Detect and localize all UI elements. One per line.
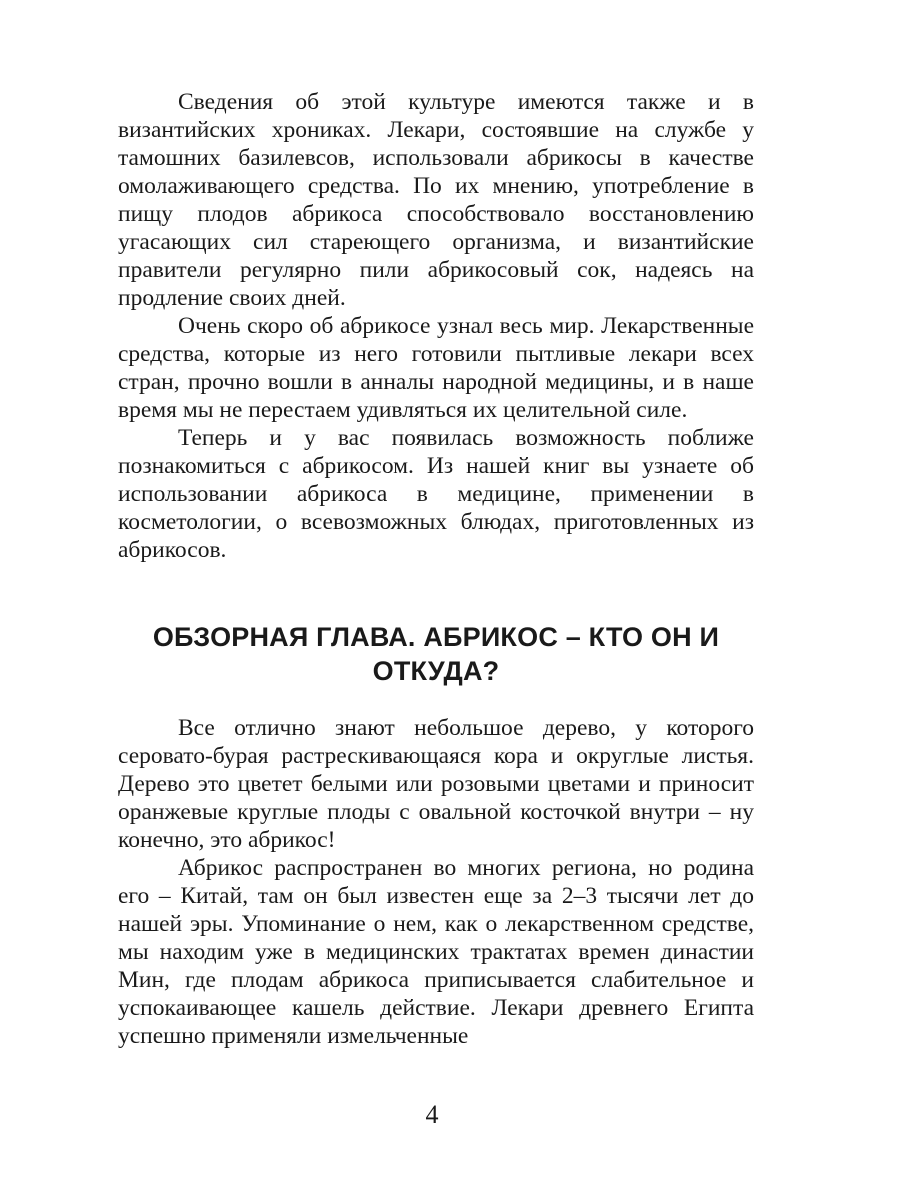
paragraph: Сведения об этой культуре имеются также и в византийских хрониках. Лекари, состоявшие на службе у тамошних базилевсов, использовали абрикосы в качестве омолаживающего средства. По их мнению, употребление в пищу плодов абрикоса способствовало восстановлению угасающих сил стареющего организма, и византийские правители регулярно пили абрикосовый сок, надеясь на продление своих дней. [118,89,754,311]
paragraph: Очень скоро об абрикосе узнал весь мир. Лекарственные средства, которые из него готовили пытливые лекари всех стран, прочно вошли в анналы народной медицины, и в наше время мы не перестаем удивляться их целительной силе. [118,313,754,423]
paragraph: Абрикос распространен во многих региона, но родина его – Китай, там он был известен еще за 2–3 тысячи лет до нашей эры. Упоминание о нем, как о лекарственном средстве, мы находим уже в медицинских трактатах времен династии Мин, где плодам абрикоса приписывается слабительное и успокаивающее кашель действие. Лекари древнего Египта успешно применяли измельченные [118,855,754,1049]
paragraph: Теперь и у вас появилась возможность поближе познакомиться с абрикосом. Из нашей книг вы узнаете об использовании абрикоса в медицине, применении в косметологии, о всевозможных блюдах, приготовленных из абрикосов. [118,425,754,563]
paragraph: Все отлично знают небольшое дерево, у которого серовато-бурая растрескивающаяся кора и округлые листья. Дерево это цветет белыми или розовыми цветами и приносит оранжевые круглые плоды с овальной косточкой внутри – ну конечно, это абрикос! [118,715,754,853]
chapter-heading: ОБЗОРНАЯ ГЛАВА. АБРИКОС – КТО ОН И ОТКУДА? [152,622,720,686]
chapter-text-block [118,714,754,1050]
page-number: 4 [425,1100,439,1129]
intro-text-block [118,88,754,564]
